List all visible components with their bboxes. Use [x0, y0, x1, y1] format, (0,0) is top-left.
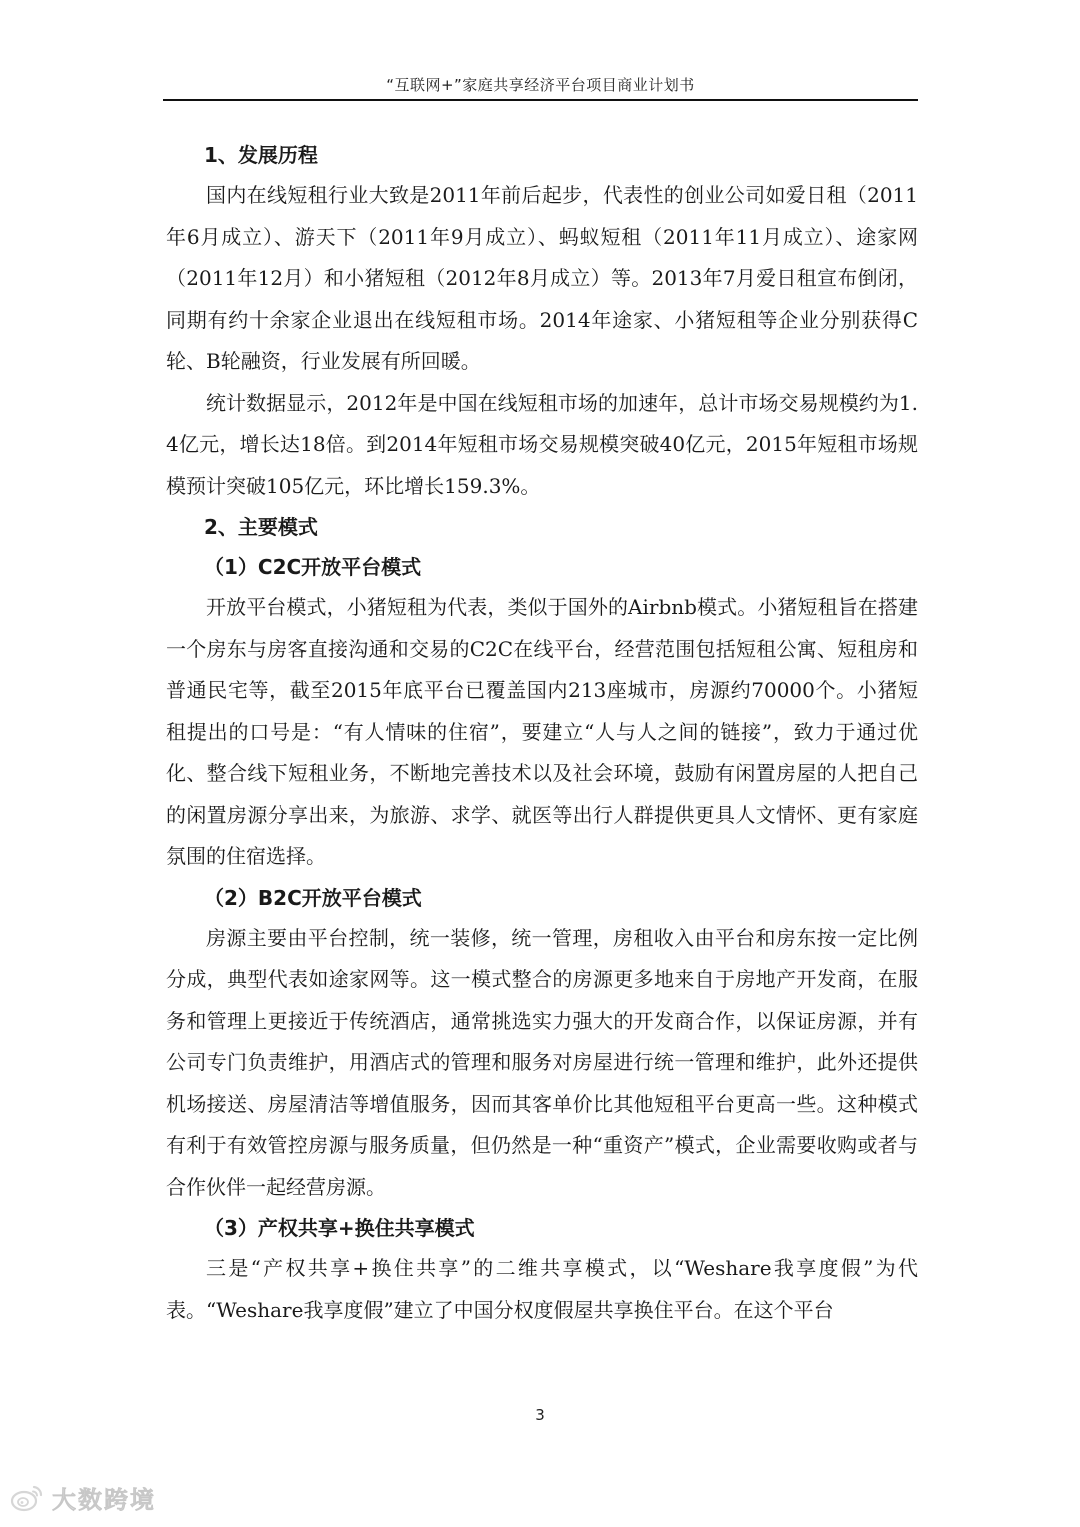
section-heading-main-models: 2、主要模式 — [204, 515, 318, 539]
watermark-text: 大数跨境 — [52, 1486, 156, 1514]
document-body — [166, 135, 918, 1331]
section-heading-c2c: （1）C2C开放平台模式 — [204, 555, 422, 579]
paragraph-c2c: 开放平台模式，小猪短租为代表，类似于国外的Airbnb模式。小猪短租旨在搭建一个房东与房客直接沟通和交易的C2C在线平台，经营范围包括短租公寓、短租房和普通民宅等，截至2015年底平台已覆盖国内213座城市，房源约70000个。小猪短租提出的口号是：“有人情味的住宿”，要建立“人与人之间的链接”，致力于通过优化、整合线下短租业务，不断地完善技术以及社会环境，鼓励有闲置房屋的人把自己的闲置房源分享出来，为旅游、求学、就医等出行人群提供更具人文情怀、更有家庭氛围的住宿选择。 — [166, 595, 918, 868]
paragraph-property-share: 三是“产权共享+换住共享”的二维共享模式，以“Weshare我享度假”为代表。“Weshare我享度假”建立了中国分权度假屋共享换住平台。在这个平台 — [166, 1256, 918, 1322]
header-divider — [163, 99, 918, 101]
page-number: 3 — [535, 1406, 545, 1424]
weibo-logo-icon — [10, 1483, 44, 1513]
watermark — [10, 1480, 156, 1515]
section-heading-property-share: （3）产权共享+换住共享模式 — [204, 1216, 475, 1240]
running-header: “互联网+”家庭共享经济平台项目商业计划书 — [386, 76, 695, 94]
paragraph-history-2: 统计数据显示，2012年是中国在线短租市场的加速年，总计市场交易规模约为1.4亿元，增长达18倍。到2014年短租市场交易规模突破40亿元，2015年短租市场规模预计突破105亿元，环比增长159.3%。 — [166, 390, 918, 498]
paragraph-b2c: 房源主要由平台控制，统一装修，统一管理，房租收入由平台和房东按一定比例分成，典型代表如途家网等。这一模式整合的房源更多地来自于房地产开发商，在服务和管理上更接近于传统酒店，通常挑选实力强大的开发商合作，以保证房源，并有公司专门负责维护，用酒店式的管理和服务对房屋进行统一管理和维护，此外还提供机场接送、房屋清洁等增值服务，因而其客单价比其他短租平台更高一些。这种模式有利于有效管控房源与服务质量，但仍然是一种“重资产”模式，企业需要收购或者与合作伙伴一起经营房源。 — [166, 925, 918, 1199]
section-heading-history: 1、发展历程 — [204, 143, 318, 167]
section-heading-b2c: （2）B2C开放平台模式 — [204, 885, 422, 910]
paragraph-history-1: 国内在线短租行业大致是2011年前后起步，代表性的创业公司如爱日租（2011年6月成立）、游天下（2011年9月成立）、蚂蚁短租（2011年11月成立）、途家网（2011年12月）和小猪短租（2012年8月成立）等。2013年7月爱日租宣布倒闭，同期有约十余家企业退出在线短租市场。2014年途家、小猪短租等企业分别获得C轮、B轮融资，行业发展有所回暖。 — [166, 183, 918, 373]
